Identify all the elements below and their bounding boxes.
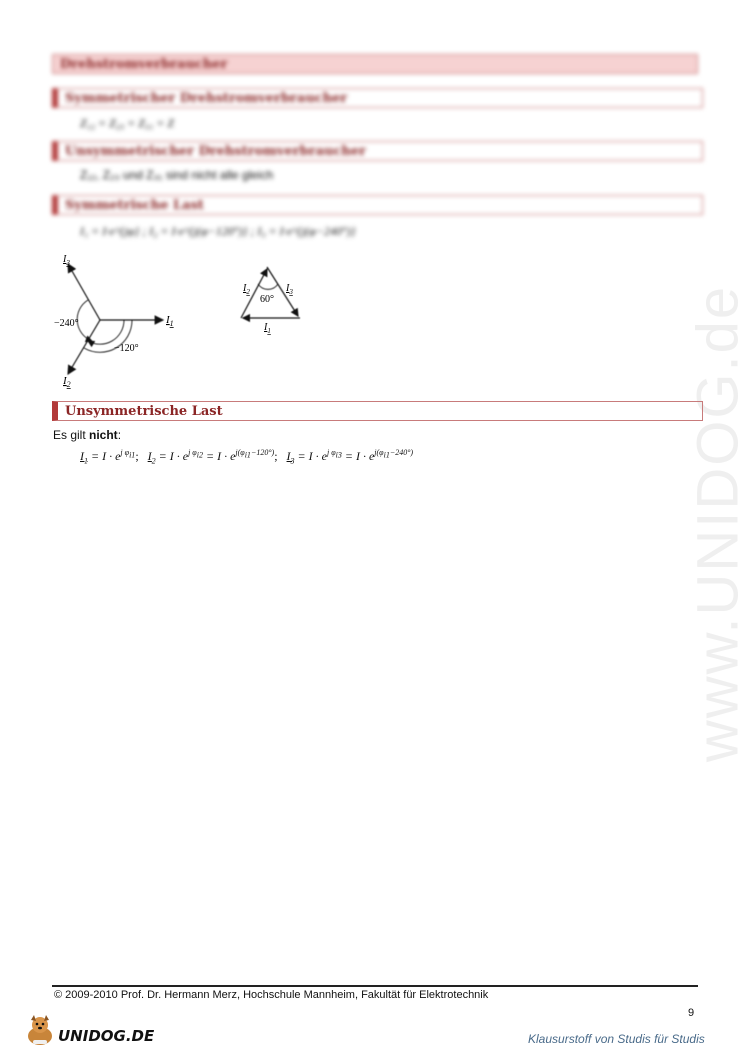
triangle-label-i1: $I_1$ <box>264 322 271 335</box>
symmetric-load-equation: I₁ = I·e^{jφ} ; I₂ = I·e^{j(φ−120°)} ; I₃ = I·e^{j(φ−240°)} <box>80 224 356 238</box>
es-gilt-nicht-text <box>53 428 121 442</box>
watermark: www.UNIDOG.de <box>685 284 750 763</box>
heading-symmetric-load: Symmetrische Last <box>52 195 703 215</box>
footer-slogan: Klausurstoff von Studis für Studis <box>528 1032 705 1046</box>
heading-drehstromverbraucher: Drehstromverbraucher <box>52 54 698 74</box>
nicht-label: nicht <box>89 428 118 442</box>
colon-label: : <box>117 428 122 442</box>
triangle-label-i2: $I_2$ <box>243 283 250 296</box>
triangle-diagram <box>234 260 314 340</box>
triangle-angle-label: 60° <box>260 294 274 305</box>
asymmetric-consumer-text: Z₁₂, Z₂₃ und Z₃₁ sind nicht alle gleich <box>80 168 274 182</box>
triangle-label-i3: $I_3$ <box>286 283 293 296</box>
footer-copyright: © 2009-2010 Prof. Dr. Hermann Merz, Hochschule Mannheim, Fakultät für Elektrotechnik <box>54 989 489 1001</box>
logo-text: UNIDOG.DE <box>58 1027 155 1045</box>
footer-divider <box>52 985 698 987</box>
asymmetric-load-equation: $I_1 = I \cdot e^{j \varphi_{i1}}$; $I_2 = I \cdot e^{j \varphi_{i2}} = I \cdot e^{j(\varphi_{i1}-120^\circ)}$; $I_3 = I \cdot e^{j \varphi_{i3}} = I \cdot e^{j(\varphi_{i1}-240^\circ)}$ <box>80 448 414 466</box>
heading-asymmetric-load: Unsymmetrische Last <box>52 401 703 421</box>
angle-label-240: −240° <box>54 318 79 329</box>
unidog-logo-icon <box>22 1014 58 1048</box>
phasor-label-i1: $I_1$ <box>166 314 174 328</box>
phasor-diagram <box>48 250 208 400</box>
phasor-label-i2: $I_2$ <box>63 375 71 389</box>
heading-asymmetric-consumer: Unsymmetrischer Drehstromverbraucher <box>52 141 703 161</box>
es-gilt-label: Es gilt <box>53 428 90 442</box>
page-number: 9 <box>688 1007 695 1019</box>
heading-symmetric-consumer: Symmetrischer Drehstromverbraucher <box>52 88 703 108</box>
phasor-label-i3: $I_3$ <box>63 254 70 267</box>
symmetric-consumer-equation: Z₁₂ = Z₂₃ = Z₃₁ = Z <box>80 116 175 130</box>
angle-label-120: −120° <box>114 343 139 354</box>
